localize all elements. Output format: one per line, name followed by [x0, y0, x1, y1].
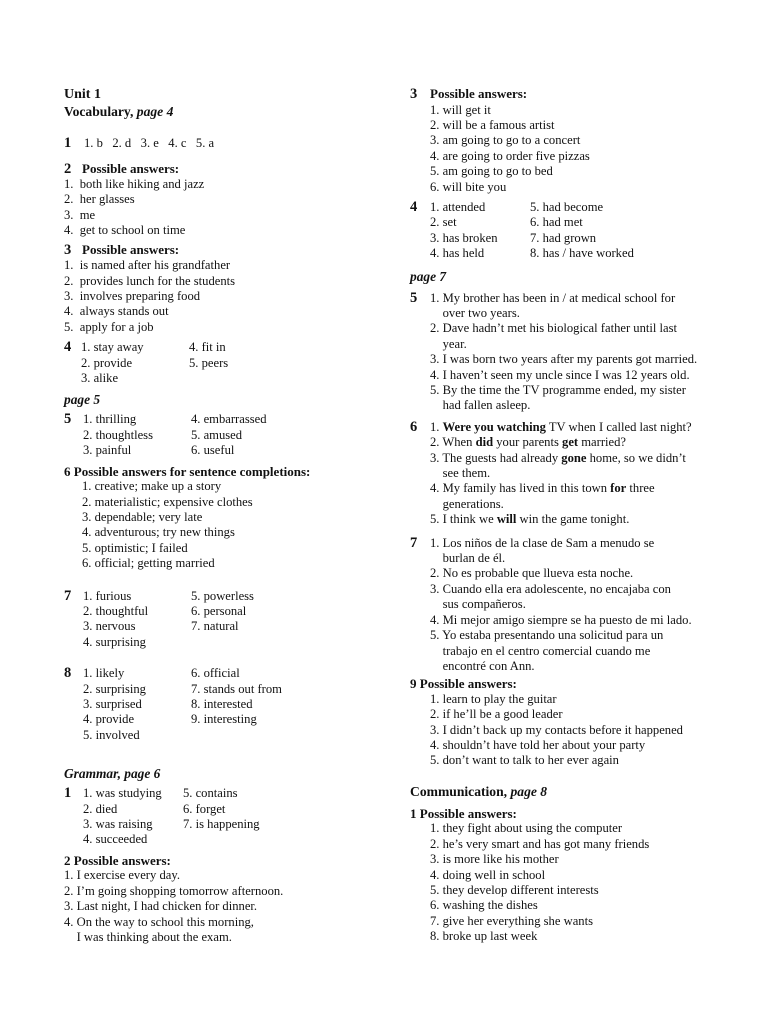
grammar-exercise-2: 2 Possible answers: 1. I exercise every day. 2. I’m going shopping tomorrow afternoon. 3. Last night, I had chicken for dinner. 4. On the way to school this morning, I was thinking about the exam. — [64, 852, 284, 944]
vocab-exercise-2: 2 Possible answers: 1. both like hiking and jazz 2. her glasses 3. me 4. get to school on time — [64, 160, 205, 238]
vocab-exercise-8: 8 1. likely 6. official 2. surprising 7. stands out from 3. surprised 8. interested 4. provide 9. interesting 5. involved — [64, 665, 282, 742]
vocab-exercise-4: 4 1. stay away 4. fit in 2. provide 5. peers 3. alike — [64, 339, 229, 385]
vocab-exercise-5: 5 1. thrilling 4. embarrassed 2. thoughtless 5. amused 3. painful 6. useful — [64, 411, 267, 458]
vocab-exercise-7: 7 1. furious 5. powerless 2. thoughtful 6. personal 3. nervous 7. natural 4. surprising — [64, 587, 254, 649]
grammar-heading: Grammar, page 6 — [64, 766, 161, 782]
unit-title: Unit 1 — [64, 87, 101, 102]
communication-heading: Communication, page 8 — [410, 783, 548, 799]
vocabulary-heading: Vocabulary, page 4 — [64, 104, 174, 119]
grammar-exercise-7: 7 1. Los niños de la clase de Sam a menudo se burlan de él. 2. No es probable que llueva esta noche. 3. Cuando ella era adolescente, no encajaba con sus compañeros. 4. Mi mejor amigo siempre se ha puesto de mi lado. 5. Yo estaba presentando una solicitud para un trabajo en el centro comercial cuando me encontré con Ann. — [410, 534, 692, 673]
vocab-exercise-3: 3 Possible answers: 1. is named after his grandfather 2. provides lunch for the students 3. involves preparing food 4. always stands out 5. apply for a job — [64, 241, 236, 334]
grammar-exercise-3: 3 Possible answers: 1. will get it 2. will be a famous artist 3. am going to go to a concert 4. are going to order five pizzas 5. am going to go to bed 6. will bite you — [410, 86, 590, 194]
communication-exercise-1: 1 Possible answers: 1. they fight about using the computer 2. he’s very smart and has got many friends 3. is more like his mother 4. doing well in school 5. they develop different interests 6. washing the dishes 7. give her everything she wants 8. broke up last week — [410, 805, 650, 944]
page-5-heading: page 5 — [64, 392, 101, 408]
grammar-exercise-4: 4 1. attended 5. had become 2. set 6. had met 3. has broken 7. had grown 4. has held 8. has / have worked — [410, 198, 634, 261]
grammar-exercise-5: 5 1. My brother has been in / at medical school for over two years. 2. Dave hadn’t met his biological father until last year. 3. I was born two years after my parents got married. 4. I haven’t seen my uncle since I was 12 years old. 5. By the time the TV programme ended, my sister had fallen asleep. — [410, 289, 698, 413]
grammar-exercise-6: 6 1. Were you watching TV when I called last night? 2. When did your parents get married? 3. The guests had already gone home, so we didn’t see them. 4. My family has lived in this town for three generations. 5. I think we will win the game tonight. — [410, 418, 692, 527]
grammar-exercise-9: 9 Possible answers: 1. learn to play the guitar 2. if he’ll be a good leader 3. I didn’t back up my contacts before it happened 4. shouldn’t have told her about your party 5. don’t want to talk to her ever again — [410, 676, 683, 768]
page-7-heading: page 7 — [410, 268, 447, 284]
grammar-exercise-1: 1 1. was studying 5. contains 2. died 6. forget 3. was raising 7. is happening 4. succeeded — [64, 785, 260, 847]
left-column — [64, 86, 384, 945]
vocab-exercise-1: 1 1. b 2. d 3. e 4. c 5. a — [64, 135, 215, 151]
vocab-exercise-6: 6 Possible answers for sentence completions: 1. creative; make up a story 2. materialistic; expensive clothes 3. dependable; very late 4. adventurous; try new things 5. optimistic; I failed 6. official; getting married — [64, 463, 311, 571]
right-column — [410, 86, 740, 945]
